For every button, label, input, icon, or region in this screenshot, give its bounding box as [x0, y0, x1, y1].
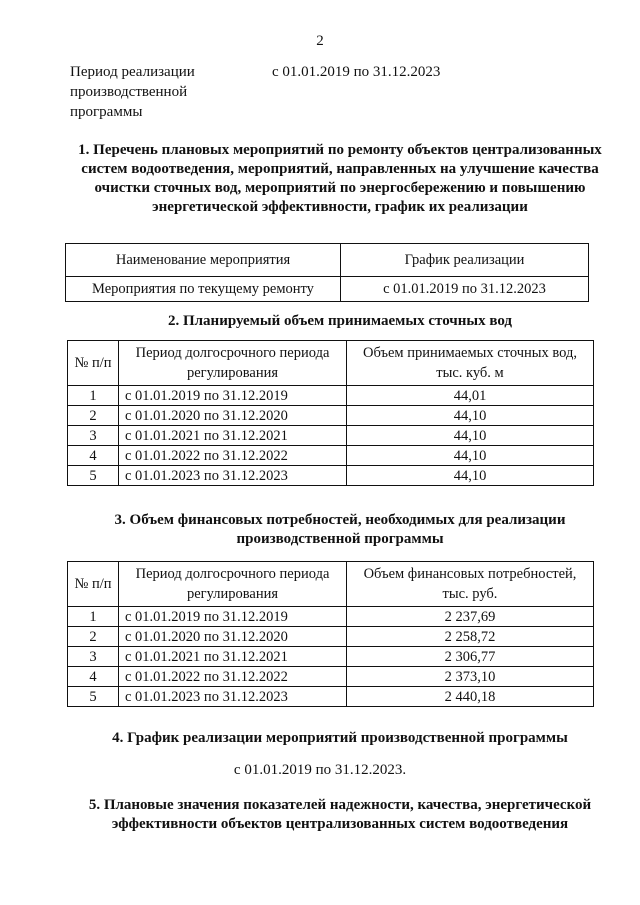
table-header-row	[68, 562, 594, 607]
table-cell: с 01.01.2021 по 31.12.2021	[119, 647, 347, 667]
table-cell: с 01.01.2021 по 31.12.2021	[119, 426, 347, 446]
table-cell: Мероприятия по текущему ремонту	[66, 277, 341, 302]
table-cell: с 01.01.2023 по 31.12.2023	[119, 687, 347, 707]
table-cell: с 01.01.2019 по 31.12.2019	[119, 386, 347, 406]
table-row	[68, 426, 594, 446]
table-row	[68, 446, 594, 466]
table-row	[68, 687, 594, 707]
column-header: Объем финансовых потребностей, тыс. руб.	[347, 562, 594, 607]
activities-table	[65, 243, 589, 302]
table-cell: 5	[68, 466, 119, 486]
table-cell: с 01.01.2022 по 31.12.2022	[119, 667, 347, 687]
table-cell: 44,10	[347, 446, 594, 466]
table-cell: с 01.01.2019 по 31.12.2023	[341, 277, 589, 302]
column-header: Наименование мероприятия	[66, 244, 341, 277]
table-row	[68, 667, 594, 687]
page-number: 2	[316, 33, 324, 49]
table-cell: 44,10	[347, 426, 594, 446]
table-cell: 44,01	[347, 386, 594, 406]
table-cell: 2	[68, 627, 119, 647]
table-row	[66, 277, 589, 302]
table-cell: 2 440,18	[347, 687, 594, 707]
table-cell: с 01.01.2023 по 31.12.2023	[119, 466, 347, 486]
table-row	[68, 627, 594, 647]
column-header: № п/п	[68, 562, 119, 607]
table-row	[68, 406, 594, 426]
table-cell: 44,10	[347, 406, 594, 426]
section5-title: 5. Плановые значения показателей надежности, качества, энергетической эффективности объектов централизованных систем водоотведения	[88, 797, 592, 832]
column-header: Период долгосрочного периода регулирования	[119, 562, 347, 607]
table-cell: 2 373,10	[347, 667, 594, 687]
table-cell: 2 237,69	[347, 607, 594, 627]
column-header: Объем принимаемых сточных вод, тыс. куб. м	[347, 341, 594, 386]
period-value: с 01.01.2019 по 31.12.2023	[272, 64, 441, 80]
financial-needs-table	[67, 561, 594, 707]
section4-period: с 01.01.2019 по 31.12.2023.	[233, 762, 407, 778]
section4-title: 4. График реализации мероприятий производственной программы	[112, 730, 568, 746]
table-cell: 2 306,77	[347, 647, 594, 667]
table-header-row	[66, 244, 589, 277]
table-row	[68, 466, 594, 486]
table-cell: 3	[68, 647, 119, 667]
table-cell: 4	[68, 667, 119, 687]
table-cell: 1	[68, 386, 119, 406]
table-cell: с 01.01.2020 по 31.12.2020	[119, 627, 347, 647]
table-cell: 4	[68, 446, 119, 466]
column-header: График реализации	[341, 244, 589, 277]
period-label: Период реализации производственной программы	[70, 64, 195, 120]
table-cell: 3	[68, 426, 119, 446]
table-row	[68, 386, 594, 406]
table-row	[68, 607, 594, 627]
section1-title: 1. Перечень плановых мероприятий по ремонту объектов централизованных систем водоотведения, мероприятий, направленных на улучшение качества очистки сточных вод, мероприятий по энергосбережению и повышению энергетической эффективности, график их реализации	[78, 142, 602, 215]
column-header: № п/п	[68, 341, 119, 386]
section2-title: 2. Планируемый объем принимаемых сточных вод	[167, 313, 513, 329]
column-header: Период долгосрочного периода регулирования	[119, 341, 347, 386]
table-cell: с 01.01.2020 по 31.12.2020	[119, 406, 347, 426]
wastewater-volume-table	[67, 340, 594, 486]
table-cell: 2 258,72	[347, 627, 594, 647]
table-cell: с 01.01.2019 по 31.12.2019	[119, 607, 347, 627]
section3-title: 3. Объем финансовых потребностей, необходимых для реализации производственной программы	[114, 512, 566, 547]
table-cell: 1	[68, 607, 119, 627]
table-header-row	[68, 341, 594, 386]
table-row	[68, 647, 594, 667]
table-cell: 44,10	[347, 466, 594, 486]
table-cell: 5	[68, 687, 119, 707]
table-cell: 2	[68, 406, 119, 426]
table-cell: с 01.01.2022 по 31.12.2022	[119, 446, 347, 466]
